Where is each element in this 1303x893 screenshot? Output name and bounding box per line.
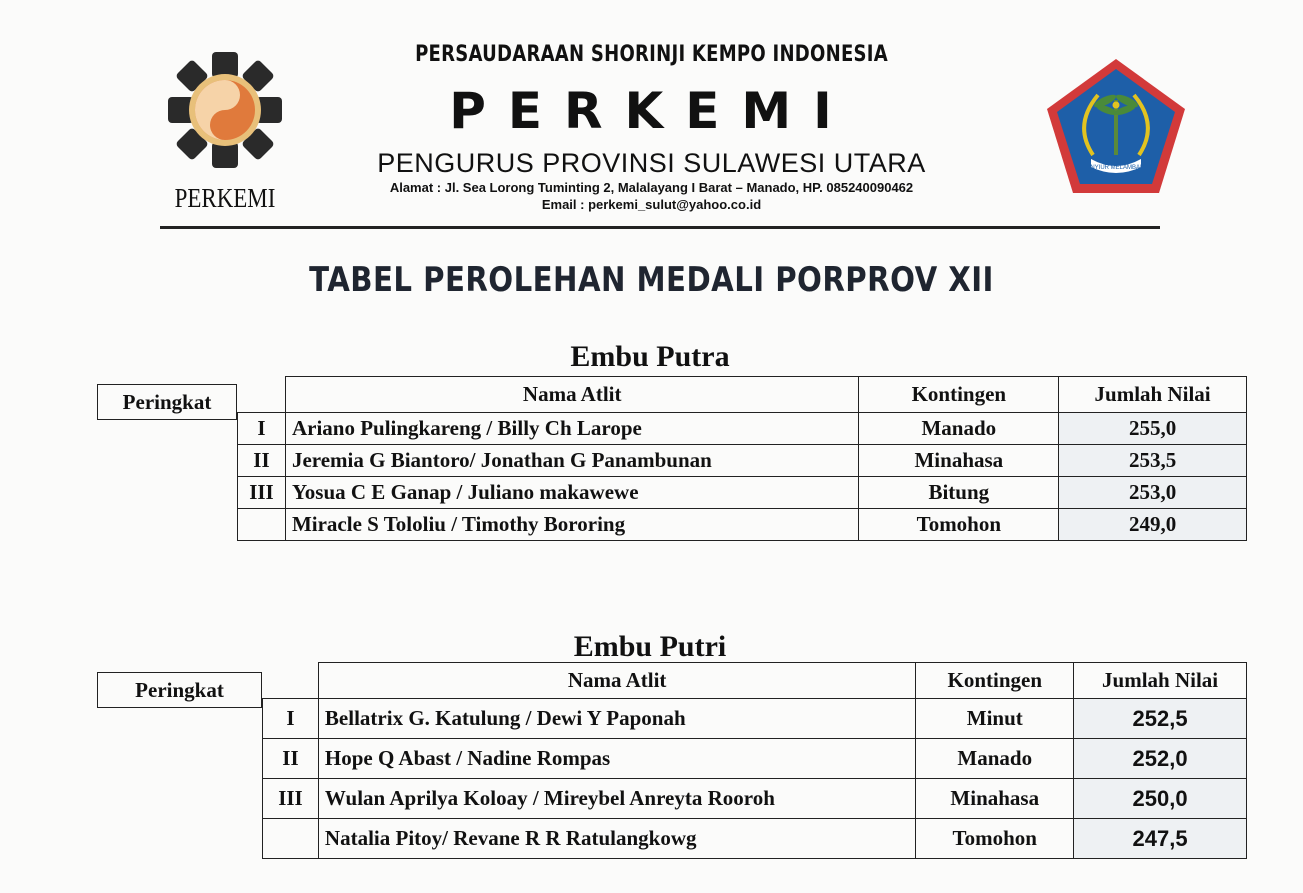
- table-row: [263, 739, 1247, 779]
- athlete-name-cell: Wulan Aprilya Koloay / Mireybel Anreyta Rooroh: [318, 779, 915, 819]
- contingent-cell: Minahasa: [916, 779, 1074, 819]
- section-title-embu-putri: Embu Putri: [573, 630, 727, 663]
- perkemi-emblem-icon: [166, 50, 284, 170]
- header-blank-cell: [238, 377, 286, 413]
- logo-left-label: PERKEMI: [174, 183, 276, 213]
- brand-name: PERKEMI: [449, 82, 854, 140]
- score-cell: 247,5: [1074, 819, 1247, 859]
- column-header-score: Jumlah Nilai: [1074, 663, 1247, 699]
- address-line: Alamat : Jl. Sea Lorong Tuminting 2, Malalayang I Barat – Manado, HP. 085240090462: [389, 180, 914, 195]
- column-header-rank: Peringkat: [97, 384, 237, 420]
- contingent-cell: Manado: [859, 413, 1059, 445]
- branch-name: PENGURUS PROVINSI SULAWESI UTARA: [377, 148, 926, 178]
- document-title: TABEL PEROLEHAN MEDALI PORPROV XII: [309, 260, 994, 300]
- athlete-name-cell: Jeremia G Biantoro/ Jonathan G Panambunan: [285, 445, 859, 477]
- contingent-cell: Minut: [916, 699, 1074, 739]
- table-row: [263, 819, 1247, 859]
- medal-table-embu-putra: [237, 376, 1247, 541]
- contingent-cell: Manado: [916, 739, 1074, 779]
- column-header-contingent: Kontingen: [916, 663, 1074, 699]
- column-header-score: Jumlah Nilai: [1059, 377, 1247, 413]
- contingent-cell: Bitung: [859, 477, 1059, 509]
- rank-cell: I: [238, 413, 286, 445]
- column-header-rank: Peringkat: [97, 672, 262, 708]
- medal-table-embu-putri: [262, 662, 1247, 859]
- athlete-name-cell: Bellatrix G. Katulung / Dewi Y Paponah: [318, 699, 915, 739]
- table-header-row: [238, 377, 1247, 413]
- score-cell: 252,0: [1074, 739, 1247, 779]
- table-row: [238, 477, 1247, 509]
- athlete-name-cell: Ariano Pulingkareng / Billy Ch Larope: [285, 413, 859, 445]
- score-cell: 255,0: [1059, 413, 1247, 445]
- email-line: Email : perkemi_sulut@yahoo.co.id: [541, 197, 762, 212]
- score-cell: 250,0: [1074, 779, 1247, 819]
- score-cell: 249,0: [1059, 509, 1247, 541]
- table-row: [263, 779, 1247, 819]
- athlete-name-cell: Natalia Pitoy/ Revane R R Ratulangkowg: [318, 819, 915, 859]
- rank-cell: I: [263, 699, 319, 739]
- athlete-name-cell: Miracle S Tololiu / Timothy Bororing: [285, 509, 859, 541]
- score-cell: 252,5: [1074, 699, 1247, 739]
- athlete-name-cell: Yosua C E Ganap / Juliano makawewe: [285, 477, 859, 509]
- table-row: [263, 699, 1247, 739]
- rank-cell: II: [238, 445, 286, 477]
- rank-cell: [263, 819, 319, 859]
- logo-right-motto: NYIUR MELAMBAI: [1090, 165, 1142, 171]
- header-divider: [160, 226, 1160, 229]
- table-row: [238, 413, 1247, 445]
- athlete-name-cell: Hope Q Abast / Nadine Rompas: [318, 739, 915, 779]
- score-cell: 253,0: [1059, 477, 1247, 509]
- organization-name: PERSAUDARAAN SHORINJI KEMPO INDONESIA: [415, 42, 888, 67]
- header-blank-cell: [263, 663, 319, 699]
- sulawesi-utara-emblem-icon: [1043, 55, 1189, 197]
- rank-cell: III: [263, 779, 319, 819]
- column-header-name: Nama Atlit: [285, 377, 859, 413]
- rank-cell: III: [238, 477, 286, 509]
- table-row: [238, 509, 1247, 541]
- contingent-cell: Tomohon: [916, 819, 1074, 859]
- table-header-row: [263, 663, 1247, 699]
- section-title-embu-putra: Embu Putra: [570, 340, 730, 373]
- column-header-name: Nama Atlit: [318, 663, 915, 699]
- contingent-cell: Minahasa: [859, 445, 1059, 477]
- table-row: [238, 445, 1247, 477]
- score-cell: 253,5: [1059, 445, 1247, 477]
- rank-cell: [238, 509, 286, 541]
- column-header-contingent: Kontingen: [859, 377, 1059, 413]
- contingent-cell: Tomohon: [859, 509, 1059, 541]
- rank-cell: II: [263, 739, 319, 779]
